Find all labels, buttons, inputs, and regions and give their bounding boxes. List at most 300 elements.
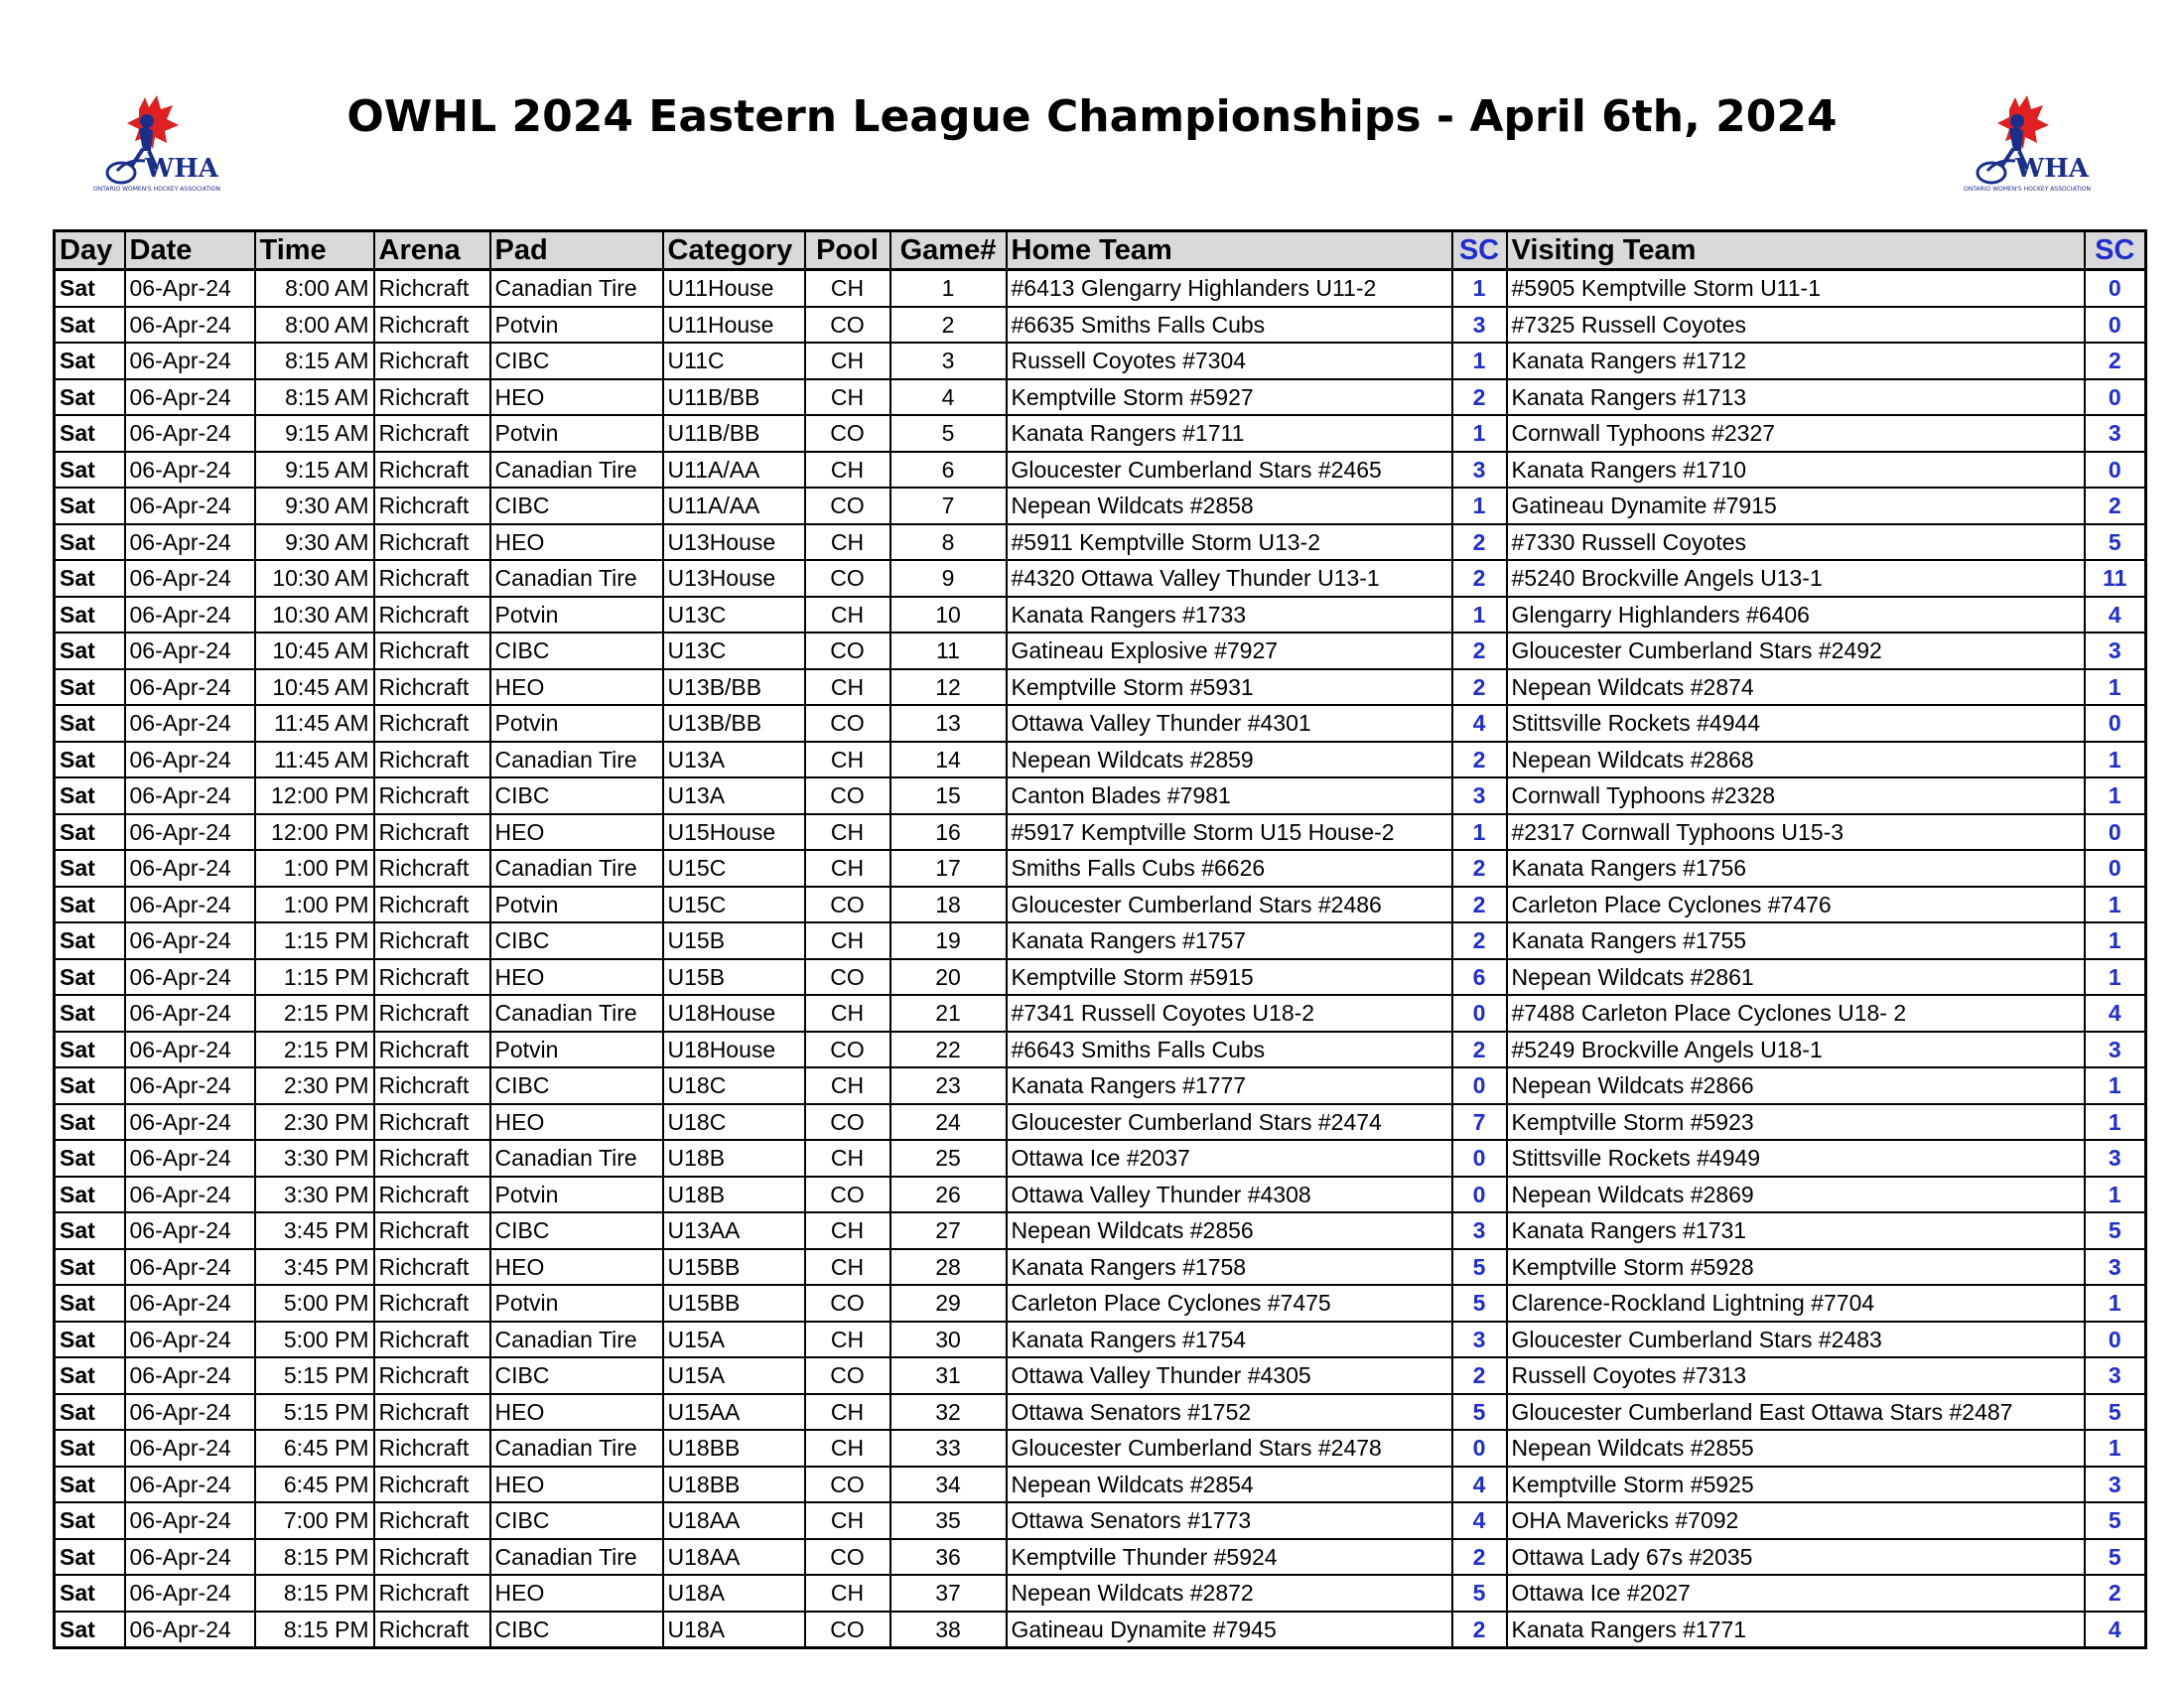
home-score-cell: 3 [1452, 1212, 1507, 1249]
pool-cell: CH [805, 669, 890, 706]
visitor-score-cell: 1 [2085, 1285, 2146, 1322]
visiting-team-cell: Nepean Wildcats #2868 [1507, 742, 2085, 778]
table-row [55, 415, 2146, 452]
pad-cell: Canadian Tire [490, 850, 663, 887]
home-team-cell: #4320 Ottawa Valley Thunder U13-1 [1007, 560, 1452, 597]
arena-cell: Richcraft [374, 669, 490, 706]
category-cell: U13House [663, 560, 805, 597]
date-cell: 06-Apr-24 [125, 633, 255, 669]
time-cell: 1:00 PM [255, 887, 374, 923]
pad-cell: Canadian Tire [490, 995, 663, 1032]
home-score-cell: 6 [1452, 959, 1507, 996]
arena-cell: Richcraft [374, 850, 490, 887]
visitor-score-cell: 1 [2085, 1067, 2146, 1104]
arena-cell: Richcraft [374, 1067, 490, 1104]
visitor-score-cell: 3 [2085, 1357, 2146, 1394]
home-team-cell: Kanata Rangers #1733 [1007, 597, 1452, 633]
table-row [55, 633, 2146, 669]
category-cell: U18B [663, 1177, 805, 1213]
pad-cell: Potvin [490, 1032, 663, 1068]
home-team-cell: Kemptville Storm #5931 [1007, 669, 1452, 706]
time-cell: 2:15 PM [255, 995, 374, 1032]
category-cell: U11A/AA [663, 452, 805, 489]
game-number-cell: 27 [890, 1212, 1007, 1249]
pad-cell: CIBC [490, 1612, 663, 1648]
home-team-cell: Nepean Wildcats #2858 [1007, 488, 1452, 524]
day-cell: Sat [55, 307, 125, 344]
day-cell: Sat [55, 415, 125, 452]
home-score-cell: 1 [1452, 814, 1507, 851]
visiting-team-cell: Ottawa Ice #2027 [1507, 1575, 2085, 1612]
table-row [55, 850, 2146, 887]
time-cell: 6:45 PM [255, 1467, 374, 1503]
category-cell: U15BB [663, 1249, 805, 1286]
visitor-score-cell: 5 [2085, 1212, 2146, 1249]
category-cell: U15B [663, 922, 805, 959]
day-cell: Sat [55, 814, 125, 851]
date-cell: 06-Apr-24 [125, 524, 255, 561]
pool-cell: CO [805, 1285, 890, 1322]
time-cell: 8:15 PM [255, 1539, 374, 1576]
visitor-score-cell: 11 [2085, 560, 2146, 597]
table-row [55, 560, 2146, 597]
col-date: Date [125, 231, 255, 270]
arena-cell: Richcraft [374, 415, 490, 452]
date-cell: 06-Apr-24 [125, 1032, 255, 1068]
day-cell: Sat [55, 379, 125, 416]
pad-cell: CIBC [490, 633, 663, 669]
visiting-team-cell: Clarence-Rockland Lightning #7704 [1507, 1285, 2085, 1322]
home-team-cell: Kanata Rangers #1777 [1007, 1067, 1452, 1104]
date-cell: 06-Apr-24 [125, 452, 255, 489]
visiting-team-cell: Gatineau Dynamite #7915 [1507, 488, 2085, 524]
date-cell: 06-Apr-24 [125, 1539, 255, 1576]
visitor-score-cell: 3 [2085, 1249, 2146, 1286]
table-row [55, 452, 2146, 489]
pool-cell: CO [805, 415, 890, 452]
time-cell: 2:30 PM [255, 1104, 374, 1141]
game-number-cell: 4 [890, 379, 1007, 416]
category-cell: U15A [663, 1357, 805, 1394]
time-cell: 8:15 PM [255, 1575, 374, 1612]
pool-cell: CH [805, 1394, 890, 1431]
game-number-cell: 1 [890, 270, 1007, 307]
visiting-team-cell: OHA Mavericks #7092 [1507, 1502, 2085, 1539]
date-cell: 06-Apr-24 [125, 270, 255, 307]
arena-cell: Richcraft [374, 814, 490, 851]
day-cell: Sat [55, 560, 125, 597]
pool-cell: CO [805, 1177, 890, 1213]
pad-cell: HEO [490, 1467, 663, 1503]
pool-cell: CO [805, 1104, 890, 1141]
home-team-cell: Ottawa Ice #2037 [1007, 1140, 1452, 1177]
pad-cell: CIBC [490, 1212, 663, 1249]
home-team-cell: Russell Coyotes #7304 [1007, 343, 1452, 379]
home-team-cell: Nepean Wildcats #2872 [1007, 1575, 1452, 1612]
visiting-team-cell: Stittsville Rockets #4949 [1507, 1140, 2085, 1177]
day-cell: Sat [55, 1249, 125, 1286]
pool-cell: CH [805, 1502, 890, 1539]
arena-cell: Richcraft [374, 742, 490, 778]
pool-cell: CH [805, 850, 890, 887]
visiting-team-cell: #2317 Cornwall Typhoons U15-3 [1507, 814, 2085, 851]
visiting-team-cell: Nepean Wildcats #2855 [1507, 1430, 2085, 1467]
arena-cell: Richcraft [374, 1285, 490, 1322]
visitor-score-cell: 0 [2085, 1322, 2146, 1358]
pool-cell: CH [805, 1575, 890, 1612]
home-score-cell: 2 [1452, 922, 1507, 959]
game-number-cell: 17 [890, 850, 1007, 887]
home-team-cell: Smiths Falls Cubs #6626 [1007, 850, 1452, 887]
home-score-cell: 2 [1452, 1539, 1507, 1576]
visiting-team-cell: #7488 Carleton Place Cyclones U18- 2 [1507, 995, 2085, 1032]
time-cell: 8:15 AM [255, 379, 374, 416]
time-cell: 11:45 AM [255, 742, 374, 778]
time-cell: 8:00 AM [255, 270, 374, 307]
game-number-cell: 25 [890, 1140, 1007, 1177]
arena-cell: Richcraft [374, 307, 490, 344]
day-cell: Sat [55, 742, 125, 778]
arena-cell: Richcraft [374, 1322, 490, 1358]
pool-cell: CO [805, 560, 890, 597]
col-arena: Arena [374, 231, 490, 270]
home-score-cell: 2 [1452, 1612, 1507, 1648]
home-team-cell: #6413 Glengarry Highlanders U11-2 [1007, 270, 1452, 307]
arena-cell: Richcraft [374, 1032, 490, 1068]
table-row [55, 669, 2146, 706]
date-cell: 06-Apr-24 [125, 1249, 255, 1286]
home-score-cell: 2 [1452, 560, 1507, 597]
home-score-cell: 2 [1452, 887, 1507, 923]
visitor-score-cell: 0 [2085, 379, 2146, 416]
category-cell: U11House [663, 307, 805, 344]
date-cell: 06-Apr-24 [125, 488, 255, 524]
game-number-cell: 35 [890, 1502, 1007, 1539]
date-cell: 06-Apr-24 [125, 1430, 255, 1467]
visitor-score-cell: 3 [2085, 415, 2146, 452]
visitor-score-cell: 2 [2085, 343, 2146, 379]
arena-cell: Richcraft [374, 1467, 490, 1503]
visiting-team-cell: #7325 Russell Coyotes [1507, 307, 2085, 344]
visitor-score-cell: 1 [2085, 777, 2146, 814]
visiting-team-cell: #5905 Kemptville Storm U11-1 [1507, 270, 2085, 307]
time-cell: 10:45 AM [255, 633, 374, 669]
pad-cell: HEO [490, 1575, 663, 1612]
pad-cell: Potvin [490, 307, 663, 344]
date-cell: 06-Apr-24 [125, 1357, 255, 1394]
date-cell: 06-Apr-24 [125, 814, 255, 851]
day-cell: Sat [55, 524, 125, 561]
date-cell: 06-Apr-24 [125, 742, 255, 778]
day-cell: Sat [55, 1212, 125, 1249]
pool-cell: CO [805, 633, 890, 669]
arena-cell: Richcraft [374, 379, 490, 416]
category-cell: U13House [663, 524, 805, 561]
game-number-cell: 26 [890, 1177, 1007, 1213]
category-cell: U13C [663, 633, 805, 669]
pool-cell: CO [805, 705, 890, 742]
visitor-score-cell: 0 [2085, 850, 2146, 887]
date-cell: 06-Apr-24 [125, 560, 255, 597]
date-cell: 06-Apr-24 [125, 415, 255, 452]
category-cell: U15C [663, 887, 805, 923]
visitor-score-cell: 5 [2085, 1502, 2146, 1539]
home-team-cell: Kanata Rangers #1711 [1007, 415, 1452, 452]
day-cell: Sat [55, 1357, 125, 1394]
table-row [55, 1357, 2146, 1394]
pool-cell: CH [805, 1430, 890, 1467]
category-cell: U18House [663, 995, 805, 1032]
visiting-team-cell: Gloucester Cumberland Stars #2492 [1507, 633, 2085, 669]
pad-cell: CIBC [490, 1502, 663, 1539]
visiting-team-cell: Kemptville Storm #5925 [1507, 1467, 2085, 1503]
visitor-score-cell: 3 [2085, 1467, 2146, 1503]
arena-cell: Richcraft [374, 705, 490, 742]
pool-cell: CH [805, 452, 890, 489]
table-row [55, 1177, 2146, 1213]
table-row [55, 887, 2146, 923]
day-cell: Sat [55, 343, 125, 379]
game-number-cell: 23 [890, 1067, 1007, 1104]
pad-cell: Potvin [490, 597, 663, 633]
game-number-cell: 19 [890, 922, 1007, 959]
home-score-cell: 4 [1452, 1502, 1507, 1539]
visiting-team-cell: Kanata Rangers #1713 [1507, 379, 2085, 416]
visitor-score-cell: 5 [2085, 524, 2146, 561]
category-cell: U11B/BB [663, 415, 805, 452]
category-cell: U13A [663, 742, 805, 778]
category-cell: U13AA [663, 1212, 805, 1249]
visitor-score-cell: 1 [2085, 742, 2146, 778]
pad-cell: Potvin [490, 415, 663, 452]
time-cell: 10:45 AM [255, 669, 374, 706]
pad-cell: Potvin [490, 887, 663, 923]
home-score-cell: 2 [1452, 669, 1507, 706]
pool-cell: CH [805, 995, 890, 1032]
visitor-score-cell: 0 [2085, 705, 2146, 742]
home-team-cell: Gatineau Dynamite #7945 [1007, 1612, 1452, 1648]
day-cell: Sat [55, 1467, 125, 1503]
day-cell: Sat [55, 1612, 125, 1648]
day-cell: Sat [55, 1502, 125, 1539]
svg-text:ONTARIO WOMEN'S HOCKEY ASSOCIA: ONTARIO WOMEN'S HOCKEY ASSOCIATION [1964, 186, 2091, 193]
home-score-cell: 3 [1452, 777, 1507, 814]
visiting-team-cell: Kanata Rangers #1712 [1507, 343, 2085, 379]
time-cell: 2:30 PM [255, 1067, 374, 1104]
pool-cell: CH [805, 379, 890, 416]
pool-cell: CH [805, 1212, 890, 1249]
visiting-team-cell: Kanata Rangers #1771 [1507, 1612, 2085, 1648]
game-number-cell: 21 [890, 995, 1007, 1032]
table-row [55, 1430, 2146, 1467]
col-day: Day [55, 231, 125, 270]
visiting-team-cell: Russell Coyotes #7313 [1507, 1357, 2085, 1394]
table-row [55, 488, 2146, 524]
home-team-cell: Ottawa Valley Thunder #4301 [1007, 705, 1452, 742]
col-visitor-score: SC [2085, 231, 2146, 270]
pad-cell: CIBC [490, 1067, 663, 1104]
col-time: Time [255, 231, 374, 270]
date-cell: 06-Apr-24 [125, 1140, 255, 1177]
arena-cell: Richcraft [374, 1430, 490, 1467]
table-row [55, 959, 2146, 996]
day-cell: Sat [55, 850, 125, 887]
date-cell: 06-Apr-24 [125, 1212, 255, 1249]
col-home-team: Home Team [1007, 231, 1452, 270]
table-row [55, 705, 2146, 742]
visiting-team-cell: Nepean Wildcats #2874 [1507, 669, 2085, 706]
pool-cell: CO [805, 887, 890, 923]
pool-cell: CO [805, 1539, 890, 1576]
visitor-score-cell: 1 [2085, 669, 2146, 706]
arena-cell: Richcraft [374, 1104, 490, 1141]
game-number-cell: 34 [890, 1467, 1007, 1503]
day-cell: Sat [55, 1140, 125, 1177]
date-cell: 06-Apr-24 [125, 1502, 255, 1539]
table-row [55, 307, 2146, 344]
time-cell: 5:00 PM [255, 1285, 374, 1322]
pool-cell: CH [805, 524, 890, 561]
arena-cell: Richcraft [374, 1249, 490, 1286]
category-cell: U18AA [663, 1539, 805, 1576]
game-number-cell: 20 [890, 959, 1007, 996]
visiting-team-cell: Gloucester Cumberland Stars #2483 [1507, 1322, 2085, 1358]
home-score-cell: 0 [1452, 1067, 1507, 1104]
date-cell: 06-Apr-24 [125, 995, 255, 1032]
pad-cell: HEO [490, 1104, 663, 1141]
pool-cell: CH [805, 814, 890, 851]
pad-cell: HEO [490, 379, 663, 416]
category-cell: U18A [663, 1612, 805, 1648]
home-score-cell: 5 [1452, 1285, 1507, 1322]
visiting-team-cell: Kanata Rangers #1731 [1507, 1212, 2085, 1249]
arena-cell: Richcraft [374, 452, 490, 489]
day-cell: Sat [55, 597, 125, 633]
time-cell: 12:00 PM [255, 777, 374, 814]
table-row [55, 777, 2146, 814]
date-cell: 06-Apr-24 [125, 959, 255, 996]
day-cell: Sat [55, 1430, 125, 1467]
arena-cell: Richcraft [374, 1177, 490, 1213]
game-number-cell: 15 [890, 777, 1007, 814]
pool-cell: CO [805, 1357, 890, 1394]
home-score-cell: 1 [1452, 597, 1507, 633]
pool-cell: CH [805, 922, 890, 959]
visiting-team-cell: Cornwall Typhoons #2328 [1507, 777, 2085, 814]
time-cell: 5:15 PM [255, 1357, 374, 1394]
arena-cell: Richcraft [374, 1140, 490, 1177]
col-pad: Pad [490, 231, 663, 270]
day-cell: Sat [55, 1067, 125, 1104]
home-score-cell: 3 [1452, 1322, 1507, 1358]
date-cell: 06-Apr-24 [125, 1467, 255, 1503]
arena-cell: Richcraft [374, 1212, 490, 1249]
schedule-table [53, 229, 2147, 1649]
home-team-cell: Kanata Rangers #1757 [1007, 922, 1452, 959]
time-cell: 11:45 AM [255, 705, 374, 742]
date-cell: 06-Apr-24 [125, 1177, 255, 1213]
time-cell: 3:30 PM [255, 1177, 374, 1213]
game-number-cell: 11 [890, 633, 1007, 669]
visiting-team-cell: Kemptville Storm #5928 [1507, 1249, 2085, 1286]
visiting-team-cell: Ottawa Lady 67s #2035 [1507, 1539, 2085, 1576]
table-row [55, 1322, 2146, 1358]
game-number-cell: 7 [890, 488, 1007, 524]
table-row [55, 1285, 2146, 1322]
home-team-cell: Carleton Place Cyclones #7475 [1007, 1285, 1452, 1322]
date-cell: 06-Apr-24 [125, 597, 255, 633]
visitor-score-cell: 3 [2085, 633, 2146, 669]
pad-cell: Canadian Tire [490, 1430, 663, 1467]
game-number-cell: 10 [890, 597, 1007, 633]
home-score-cell: 2 [1452, 524, 1507, 561]
home-team-cell: #6635 Smiths Falls Cubs [1007, 307, 1452, 344]
day-cell: Sat [55, 922, 125, 959]
day-cell: Sat [55, 452, 125, 489]
home-team-cell: Ottawa Valley Thunder #4308 [1007, 1177, 1452, 1213]
day-cell: Sat [55, 777, 125, 814]
category-cell: U11A/AA [663, 488, 805, 524]
day-cell: Sat [55, 887, 125, 923]
category-cell: U15A [663, 1322, 805, 1358]
time-cell: 8:15 PM [255, 1612, 374, 1648]
table-row [55, 597, 2146, 633]
visitor-score-cell: 3 [2085, 1140, 2146, 1177]
visitor-score-cell: 2 [2085, 1575, 2146, 1612]
game-number-cell: 31 [890, 1357, 1007, 1394]
day-cell: Sat [55, 1394, 125, 1431]
pool-cell: CO [805, 1032, 890, 1068]
category-cell: U11C [663, 343, 805, 379]
table-row [55, 270, 2146, 307]
time-cell: 10:30 AM [255, 560, 374, 597]
table-row [55, 1575, 2146, 1612]
visiting-team-cell: #5249 Brockville Angels U18-1 [1507, 1032, 2085, 1068]
day-cell: Sat [55, 1575, 125, 1612]
table-row [55, 343, 2146, 379]
visitor-score-cell: 1 [2085, 887, 2146, 923]
table-row [55, 1212, 2146, 1249]
category-cell: U18A [663, 1575, 805, 1612]
pad-cell: HEO [490, 959, 663, 996]
visitor-score-cell: 0 [2085, 307, 2146, 344]
arena-cell: Richcraft [374, 887, 490, 923]
category-cell: U13B/BB [663, 705, 805, 742]
pool-cell: CH [805, 1249, 890, 1286]
date-cell: 06-Apr-24 [125, 669, 255, 706]
game-number-cell: 16 [890, 814, 1007, 851]
date-cell: 06-Apr-24 [125, 1104, 255, 1141]
pad-cell: HEO [490, 814, 663, 851]
home-team-cell: Nepean Wildcats #2856 [1007, 1212, 1452, 1249]
visiting-team-cell: Nepean Wildcats #2869 [1507, 1177, 2085, 1213]
time-cell: 10:30 AM [255, 597, 374, 633]
owha-logo-right [1958, 91, 2097, 201]
visitor-score-cell: 1 [2085, 1430, 2146, 1467]
time-cell: 8:00 AM [255, 307, 374, 344]
arena-cell: Richcraft [374, 488, 490, 524]
time-cell: 5:15 PM [255, 1394, 374, 1431]
day-cell: Sat [55, 1322, 125, 1358]
home-score-cell: 1 [1452, 343, 1507, 379]
table-row [55, 922, 2146, 959]
pad-cell: HEO [490, 669, 663, 706]
home-score-cell: 2 [1452, 1357, 1507, 1394]
date-cell: 06-Apr-24 [125, 1394, 255, 1431]
home-team-cell: Ottawa Valley Thunder #4305 [1007, 1357, 1452, 1394]
home-team-cell: Kemptville Thunder #5924 [1007, 1539, 1452, 1576]
home-score-cell: 0 [1452, 995, 1507, 1032]
